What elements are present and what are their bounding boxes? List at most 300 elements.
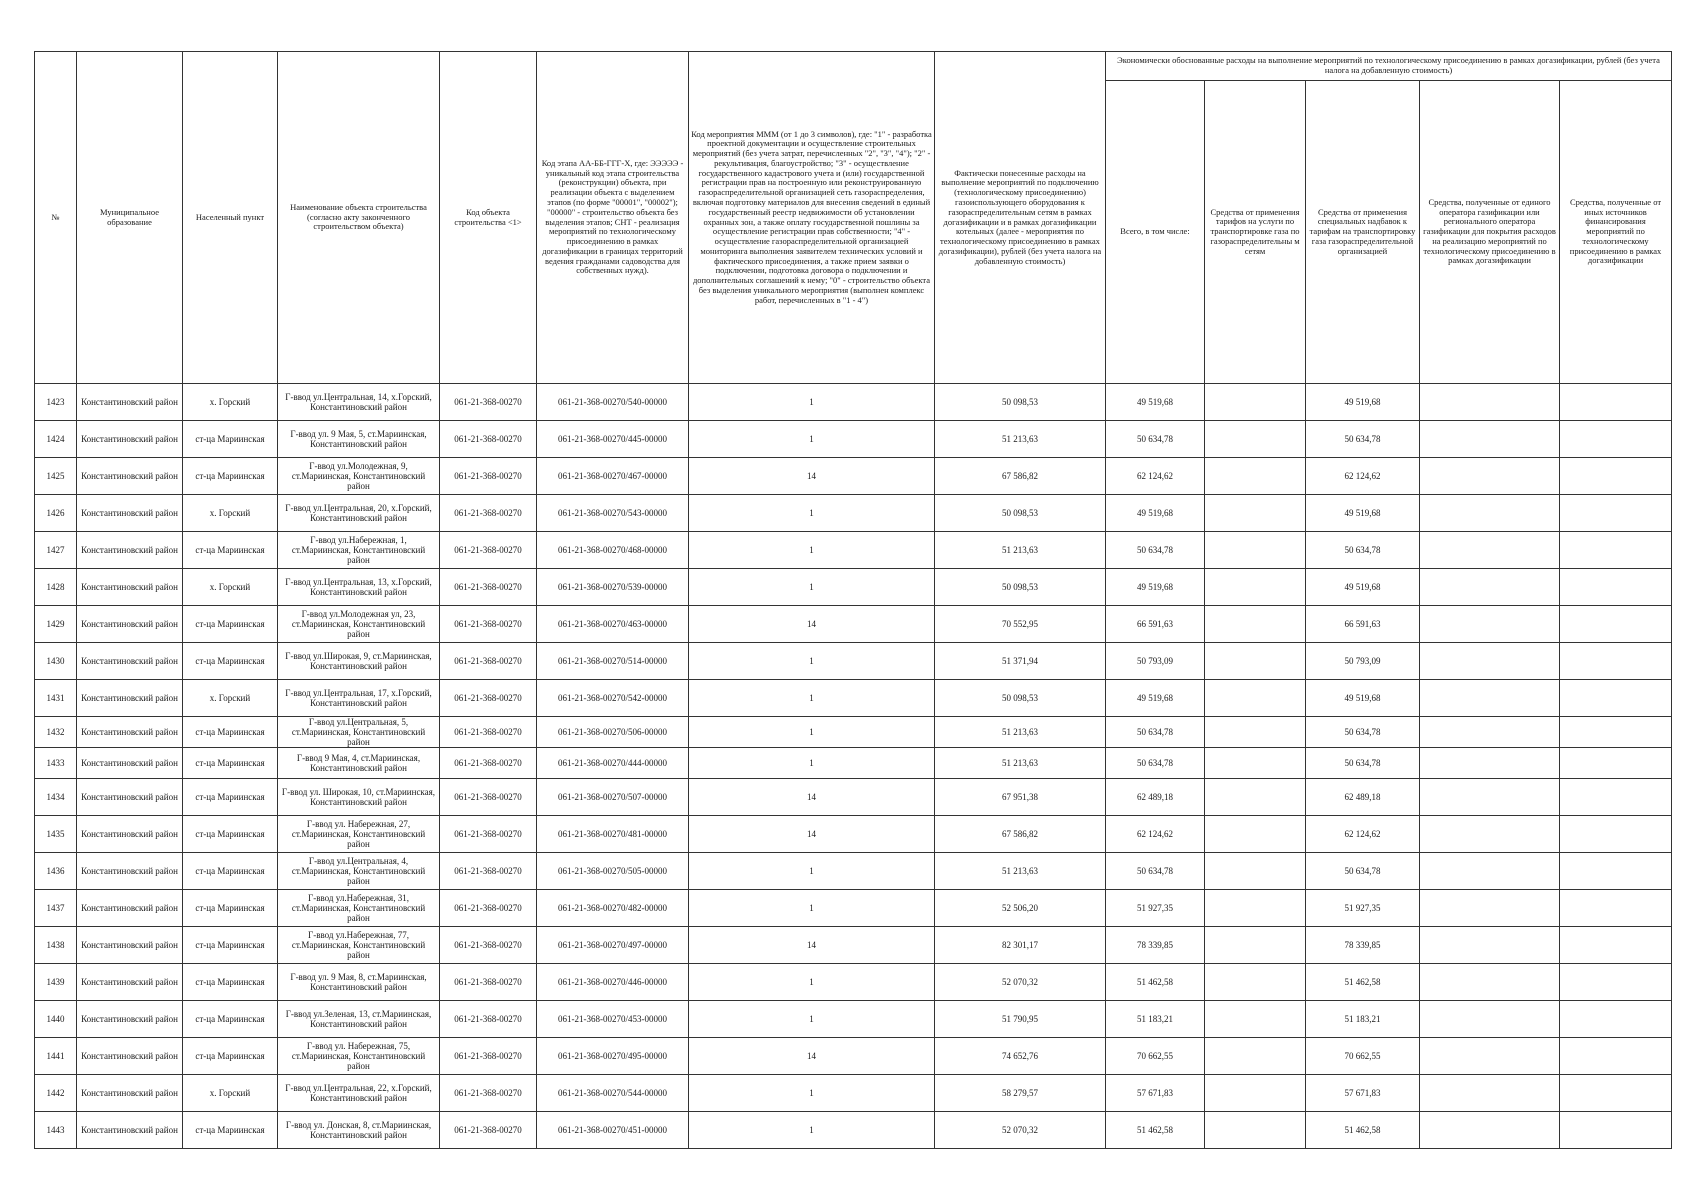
cell-stage-code: 061-21-368-00270/543-00000: [537, 495, 689, 532]
cell-stage-code: 061-21-368-00270/505-00000: [537, 853, 689, 890]
cell-object-name: Г-ввод ул.Набережная, 77, ст.Мариинская, Константиновский район: [278, 927, 440, 964]
cell-num: 1429: [35, 606, 77, 643]
cell-settlement: ст-ца Мариинская: [183, 532, 278, 569]
cell-event-code: 1: [689, 748, 935, 779]
cell-stage-code: 061-21-368-00270/514-00000: [537, 643, 689, 680]
header-economic-costs-group: Экономически обоснованные расходы на выполнение мероприятий по технологическому присоединению в рамках догазификации, рублей (без учета налога на добавленную стоимость): [1106, 52, 1672, 81]
cell-municipality: Константиновский район: [77, 569, 183, 606]
table-row: [35, 458, 1672, 495]
table-row: [35, 748, 1672, 779]
cell-total: 49 519,68: [1106, 680, 1205, 717]
table-header: [35, 52, 1672, 384]
cell-settlement: х. Горский: [183, 384, 278, 421]
cell-municipality: Константиновский район: [77, 779, 183, 816]
table-row: [35, 643, 1672, 680]
table-row: [35, 890, 1672, 927]
cell-other-sources: [1560, 384, 1672, 421]
cell-municipality: Константиновский район: [77, 853, 183, 890]
cell-total: 51 183,21: [1106, 1001, 1205, 1038]
cell-object-code: 061-21-368-00270: [440, 927, 537, 964]
cell-actual-costs: 70 552,95: [935, 606, 1106, 643]
table-row: [35, 680, 1672, 717]
cell-event-code: 14: [689, 779, 935, 816]
cell-settlement: х. Горский: [183, 495, 278, 532]
cell-tariff-transport: [1205, 717, 1306, 748]
cell-single-operator: [1420, 816, 1560, 853]
table-row: [35, 495, 1672, 532]
cell-special-markups: 49 519,68: [1306, 384, 1420, 421]
cell-settlement: ст-ца Мариинская: [183, 421, 278, 458]
cell-other-sources: [1560, 1075, 1672, 1112]
cell-object-name: Г-ввод ул.Центральная, 5, ст.Мариинская, Константиновский район: [278, 717, 440, 748]
cell-single-operator: [1420, 495, 1560, 532]
cell-municipality: Константиновский район: [77, 421, 183, 458]
cell-total: 70 662,55: [1106, 1038, 1205, 1075]
cell-stage-code: 061-21-368-00270/453-00000: [537, 1001, 689, 1038]
cell-special-markups: 51 462,58: [1306, 1112, 1420, 1149]
cell-num: 1438: [35, 927, 77, 964]
cell-total: 62 489,18: [1106, 779, 1205, 816]
table-row: [35, 421, 1672, 458]
cell-settlement: ст-ца Мариинская: [183, 748, 278, 779]
cell-event-code: 1: [689, 964, 935, 1001]
cell-special-markups: 50 634,78: [1306, 717, 1420, 748]
cell-object-name: Г-ввод ул.Молодежная, 9, ст.Мариинская, Константиновский район: [278, 458, 440, 495]
cell-total: 51 462,58: [1106, 964, 1205, 1001]
cell-total: 49 519,68: [1106, 569, 1205, 606]
cell-event-code: 1: [689, 421, 935, 458]
cell-total: 50 634,78: [1106, 748, 1205, 779]
cell-actual-costs: 51 213,63: [935, 748, 1106, 779]
cell-total: 51 927,35: [1106, 890, 1205, 927]
cell-municipality: Константиновский район: [77, 748, 183, 779]
cell-special-markups: 62 124,62: [1306, 458, 1420, 495]
table-row: [35, 532, 1672, 569]
table-row: [35, 853, 1672, 890]
header-other-sources: Средства, полученные от иных источников финансирования мероприятий по технологическому присоединению в рамках догазификации: [1560, 81, 1672, 384]
cell-total: 50 793,09: [1106, 643, 1205, 680]
cell-num: 1435: [35, 816, 77, 853]
cell-actual-costs: 52 070,32: [935, 964, 1106, 1001]
cell-tariff-transport: [1205, 1112, 1306, 1149]
cell-other-sources: [1560, 748, 1672, 779]
cell-object-name: Г-ввод ул.Набережная, 1, ст.Мариинская, Константиновский район: [278, 532, 440, 569]
cell-object-code: 061-21-368-00270: [440, 569, 537, 606]
cell-num: 1425: [35, 458, 77, 495]
cell-object-code: 061-21-368-00270: [440, 1112, 537, 1149]
cell-special-markups: 78 339,85: [1306, 927, 1420, 964]
cell-other-sources: [1560, 458, 1672, 495]
cell-other-sources: [1560, 606, 1672, 643]
header-special-markups: Средства от применения специальных надбавок к тарифам на транспортировку газа газораспределительной организацией: [1306, 81, 1420, 384]
cell-special-markups: 51 462,58: [1306, 964, 1420, 1001]
cell-total: 62 124,62: [1106, 816, 1205, 853]
cell-object-name: Г-ввод ул.Центральная, 13, х.Горский, Константиновский район: [278, 569, 440, 606]
cell-object-name: Г-ввод ул.Зеленая, 13, ст.Мариинская, Константиновский район: [278, 1001, 440, 1038]
cell-other-sources: [1560, 779, 1672, 816]
cell-tariff-transport: [1205, 495, 1306, 532]
cell-settlement: ст-ца Мариинская: [183, 458, 278, 495]
cell-other-sources: [1560, 643, 1672, 680]
cell-tariff-transport: [1205, 384, 1306, 421]
header-municipality: Муниципальное образование: [77, 52, 183, 384]
cell-event-code: 1: [689, 1075, 935, 1112]
cell-event-code: 1: [689, 853, 935, 890]
cell-special-markups: 50 634,78: [1306, 532, 1420, 569]
cell-special-markups: 49 519,68: [1306, 680, 1420, 717]
cell-object-code: 061-21-368-00270: [440, 853, 537, 890]
cell-tariff-transport: [1205, 569, 1306, 606]
cell-actual-costs: 51 213,63: [935, 717, 1106, 748]
cell-other-sources: [1560, 717, 1672, 748]
cell-stage-code: 061-21-368-00270/544-00000: [537, 1075, 689, 1112]
cell-event-code: 1: [689, 680, 935, 717]
cell-single-operator: [1420, 1112, 1560, 1149]
cell-municipality: Константиновский район: [77, 1112, 183, 1149]
cell-single-operator: [1420, 890, 1560, 927]
cell-tariff-transport: [1205, 606, 1306, 643]
cell-object-name: Г-ввод ул.Центральная, 17, х.Горский, Константиновский район: [278, 680, 440, 717]
cell-settlement: ст-ца Мариинская: [183, 717, 278, 748]
cell-event-code: 1: [689, 890, 935, 927]
cell-special-markups: 50 634,78: [1306, 421, 1420, 458]
header-tariff-transport: Средства от применения тарифов на услуги по транспортировке газа по газораспределительны м сетям: [1205, 81, 1306, 384]
table-row: [35, 1075, 1672, 1112]
cell-single-operator: [1420, 853, 1560, 890]
cell-num: 1427: [35, 532, 77, 569]
cell-municipality: Константиновский район: [77, 606, 183, 643]
cell-single-operator: [1420, 779, 1560, 816]
cell-object-name: Г-ввод ул.Центральная, 22, х.Горский, Константиновский район: [278, 1075, 440, 1112]
cell-actual-costs: 67 951,38: [935, 779, 1106, 816]
cell-other-sources: [1560, 927, 1672, 964]
cell-municipality: Константиновский район: [77, 1075, 183, 1112]
cell-event-code: 1: [689, 532, 935, 569]
cell-actual-costs: 52 506,20: [935, 890, 1106, 927]
cell-tariff-transport: [1205, 748, 1306, 779]
cell-num: 1424: [35, 421, 77, 458]
cell-object-code: 061-21-368-00270: [440, 680, 537, 717]
cell-stage-code: 061-21-368-00270/446-00000: [537, 964, 689, 1001]
cell-actual-costs: 50 098,53: [935, 384, 1106, 421]
cell-municipality: Константиновский район: [77, 927, 183, 964]
cell-object-code: 061-21-368-00270: [440, 421, 537, 458]
cell-other-sources: [1560, 890, 1672, 927]
cell-stage-code: 061-21-368-00270/506-00000: [537, 717, 689, 748]
cell-tariff-transport: [1205, 532, 1306, 569]
cell-special-markups: 70 662,55: [1306, 1038, 1420, 1075]
cell-object-code: 061-21-368-00270: [440, 495, 537, 532]
cell-total: 51 462,58: [1106, 1112, 1205, 1149]
table-row: [35, 779, 1672, 816]
cell-single-operator: [1420, 458, 1560, 495]
cell-municipality: Константиновский район: [77, 495, 183, 532]
cell-settlement: ст-ца Мариинская: [183, 927, 278, 964]
cell-actual-costs: 51 371,94: [935, 643, 1106, 680]
cell-object-code: 061-21-368-00270: [440, 816, 537, 853]
cell-settlement: ст-ца Мариинская: [183, 643, 278, 680]
cell-object-code: 061-21-368-00270: [440, 1038, 537, 1075]
cell-special-markups: 62 489,18: [1306, 779, 1420, 816]
cell-num: 1426: [35, 495, 77, 532]
cell-object-name: Г-ввод ул.Молодежная ул, 23, ст.Мариинская, Константиновский район: [278, 606, 440, 643]
cell-tariff-transport: [1205, 643, 1306, 680]
cell-stage-code: 061-21-368-00270/444-00000: [537, 748, 689, 779]
cell-special-markups: 49 519,68: [1306, 569, 1420, 606]
cell-object-name: Г-ввод ул. Донская, 8, ст.Мариинская, Константиновский район: [278, 1112, 440, 1149]
cell-special-markups: 49 519,68: [1306, 495, 1420, 532]
cell-municipality: Константиновский район: [77, 643, 183, 680]
cell-tariff-transport: [1205, 1038, 1306, 1075]
cell-object-code: 061-21-368-00270: [440, 1001, 537, 1038]
cell-single-operator: [1420, 1075, 1560, 1112]
cell-object-code: 061-21-368-00270: [440, 606, 537, 643]
cell-settlement: ст-ца Мариинская: [183, 890, 278, 927]
cell-total: 49 519,68: [1106, 384, 1205, 421]
cell-num: 1441: [35, 1038, 77, 1075]
table-row: [35, 964, 1672, 1001]
cell-event-code: 1: [689, 384, 935, 421]
cell-object-code: 061-21-368-00270: [440, 1075, 537, 1112]
cell-stage-code: 061-21-368-00270/542-00000: [537, 680, 689, 717]
cell-event-code: 1: [689, 643, 935, 680]
cell-object-name: Г-ввод ул. Набережная, 75, ст.Мариинская, Константиновский район: [278, 1038, 440, 1075]
cell-tariff-transport: [1205, 1075, 1306, 1112]
cell-num: 1442: [35, 1075, 77, 1112]
cell-actual-costs: 50 098,53: [935, 569, 1106, 606]
cell-total: 66 591,63: [1106, 606, 1205, 643]
cell-stage-code: 061-21-368-00270/445-00000: [537, 421, 689, 458]
data-table: [34, 51, 1672, 1149]
cell-stage-code: 061-21-368-00270/481-00000: [537, 816, 689, 853]
cell-object-code: 061-21-368-00270: [440, 779, 537, 816]
table-row: [35, 927, 1672, 964]
cell-object-code: 061-21-368-00270: [440, 717, 537, 748]
cell-object-name: Г-ввод ул.Широкая, 9, ст.Мариинская, Константиновский район: [278, 643, 440, 680]
cell-tariff-transport: [1205, 964, 1306, 1001]
cell-settlement: ст-ца Мариинская: [183, 816, 278, 853]
cell-event-code: 14: [689, 606, 935, 643]
cell-object-code: 061-21-368-00270: [440, 890, 537, 927]
cell-object-name: Г-ввод ул. Широкая, 10, ст.Мариинская, Константиновский район: [278, 779, 440, 816]
cell-event-code: 14: [689, 927, 935, 964]
cell-object-code: 061-21-368-00270: [440, 532, 537, 569]
cell-municipality: Константиновский район: [77, 890, 183, 927]
cell-actual-costs: 74 652,76: [935, 1038, 1106, 1075]
cell-object-code: 061-21-368-00270: [440, 748, 537, 779]
cell-special-markups: 66 591,63: [1306, 606, 1420, 643]
cell-single-operator: [1420, 569, 1560, 606]
cell-single-operator: [1420, 964, 1560, 1001]
cell-object-name: Г-ввод ул. Набережная, 27, ст.Мариинская, Константиновский район: [278, 816, 440, 853]
table-row: [35, 606, 1672, 643]
cell-total: 50 634,78: [1106, 853, 1205, 890]
header-object-code: Код объекта строительства <1>: [440, 52, 537, 384]
cell-stage-code: 061-21-368-00270/467-00000: [537, 458, 689, 495]
cell-stage-code: 061-21-368-00270/539-00000: [537, 569, 689, 606]
cell-other-sources: [1560, 532, 1672, 569]
cell-actual-costs: 51 213,63: [935, 853, 1106, 890]
header-total: Всего, в том числе:: [1106, 81, 1205, 384]
cell-other-sources: [1560, 816, 1672, 853]
cell-stage-code: 061-21-368-00270/507-00000: [537, 779, 689, 816]
cell-actual-costs: 58 279,57: [935, 1075, 1106, 1112]
cell-municipality: Константиновский район: [77, 1001, 183, 1038]
cell-event-code: 1: [689, 495, 935, 532]
cell-object-name: Г-ввод ул.Центральная, 4, ст.Мариинская, Константиновский район: [278, 853, 440, 890]
cell-num: 1439: [35, 964, 77, 1001]
cell-single-operator: [1420, 680, 1560, 717]
cell-actual-costs: 51 213,63: [935, 421, 1106, 458]
cell-municipality: Константиновский район: [77, 717, 183, 748]
cell-other-sources: [1560, 964, 1672, 1001]
cell-settlement: ст-ца Мариинская: [183, 1112, 278, 1149]
cell-stage-code: 061-21-368-00270/451-00000: [537, 1112, 689, 1149]
cell-stage-code: 061-21-368-00270/468-00000: [537, 532, 689, 569]
cell-municipality: Константиновский район: [77, 532, 183, 569]
cell-event-code: 14: [689, 458, 935, 495]
cell-special-markups: 57 671,83: [1306, 1075, 1420, 1112]
header-num: №: [35, 52, 77, 384]
table-row: [35, 1001, 1672, 1038]
cell-other-sources: [1560, 680, 1672, 717]
header-single-operator: Средства, полученные от единого оператора газификации или регионального оператора газификации для покрытия расходов на реализацию мероприятий по технологическому присоединению в рамках догазификации: [1420, 81, 1560, 384]
cell-single-operator: [1420, 384, 1560, 421]
cell-settlement: х. Горский: [183, 569, 278, 606]
cell-total: 50 634,78: [1106, 717, 1205, 748]
cell-object-code: 061-21-368-00270: [440, 458, 537, 495]
cell-other-sources: [1560, 1112, 1672, 1149]
cell-municipality: Константиновский район: [77, 964, 183, 1001]
cell-settlement: ст-ца Мариинская: [183, 779, 278, 816]
cell-single-operator: [1420, 927, 1560, 964]
table-row: [35, 1038, 1672, 1075]
cell-special-markups: 51 927,35: [1306, 890, 1420, 927]
cell-num: 1433: [35, 748, 77, 779]
cell-single-operator: [1420, 606, 1560, 643]
cell-num: 1437: [35, 890, 77, 927]
cell-event-code: 14: [689, 816, 935, 853]
cell-num: 1432: [35, 717, 77, 748]
cell-tariff-transport: [1205, 680, 1306, 717]
cell-single-operator: [1420, 717, 1560, 748]
cell-total: 78 339,85: [1106, 927, 1205, 964]
cell-special-markups: 62 124,62: [1306, 816, 1420, 853]
cell-special-markups: 50 793,09: [1306, 643, 1420, 680]
cell-object-code: 061-21-368-00270: [440, 964, 537, 1001]
cell-event-code: 1: [689, 569, 935, 606]
table-row: [35, 717, 1672, 748]
cell-settlement: ст-ца Мариинская: [183, 853, 278, 890]
cell-stage-code: 061-21-368-00270/463-00000: [537, 606, 689, 643]
cell-total: 50 634,78: [1106, 532, 1205, 569]
cell-stage-code: 061-21-368-00270/540-00000: [537, 384, 689, 421]
cell-event-code: 1: [689, 1112, 935, 1149]
cell-object-name: Г-ввод 9 Мая, 4, ст.Мариинская, Константиновский район: [278, 748, 440, 779]
cell-object-name: Г-ввод ул.Центральная, 20, х.Горский, Константиновский район: [278, 495, 440, 532]
cell-settlement: ст-ца Мариинская: [183, 606, 278, 643]
cell-single-operator: [1420, 532, 1560, 569]
cell-tariff-transport: [1205, 927, 1306, 964]
header-settlement: Населенный пункт: [183, 52, 278, 384]
cell-single-operator: [1420, 1038, 1560, 1075]
cell-tariff-transport: [1205, 458, 1306, 495]
cell-tariff-transport: [1205, 853, 1306, 890]
table-row: [35, 569, 1672, 606]
cell-actual-costs: 82 301,17: [935, 927, 1106, 964]
table-row: [35, 1112, 1672, 1149]
cell-total: 50 634,78: [1106, 421, 1205, 458]
cell-actual-costs: 50 098,53: [935, 495, 1106, 532]
cell-single-operator: [1420, 1001, 1560, 1038]
cell-municipality: Константиновский район: [77, 1038, 183, 1075]
cell-num: 1436: [35, 853, 77, 890]
header-stage-code: Код этапа АА-ББ-ГГГ-Х, где: ЭЭЭЭЭ - уникальный код этапа строительства (реконструкции) объекта, при реализации объекта с выделением этапов (по форме "00001", "00002"); "00000" - строительство объекта без выделения этапов; СНТ - реализация мероприятий по технологическому присоединению в рамках догазификации в границах территорий ведения гражданами садоводства для собственных нужд).: [537, 52, 689, 384]
cell-object-name: Г-ввод ул.Набережная, 31, ст.Мариинская, Константиновский район: [278, 890, 440, 927]
cell-stage-code: 061-21-368-00270/497-00000: [537, 927, 689, 964]
cell-settlement: ст-ца Мариинская: [183, 964, 278, 1001]
cell-settlement: х. Горский: [183, 680, 278, 717]
cell-other-sources: [1560, 495, 1672, 532]
cell-special-markups: 51 183,21: [1306, 1001, 1420, 1038]
cell-municipality: Константиновский район: [77, 458, 183, 495]
cell-num: 1430: [35, 643, 77, 680]
cell-municipality: Константиновский район: [77, 680, 183, 717]
cell-single-operator: [1420, 748, 1560, 779]
cell-tariff-transport: [1205, 890, 1306, 927]
cell-event-code: 1: [689, 1001, 935, 1038]
header-event-code: Код мероприятия МММ (от 1 до 3 символов), где: "1" - разработка проектной документации и осуществление строительных мероприятий (без учета затрат, перечисленных "2", "3", "4"); "2" - рекультивация, благоустройство; "3" - осуществление государственного кадастрового учета и (или) государственной регистрации прав на построенную или реконструированную газораспределительной организацией сеть газораспределения, включая подготовку материалов для внесения сведений в единый государственный реестр недвижимости об установлении охранных зон, а также оплату государственной пошлины за осуществление регистрации прав собственности; "4" - осуществление газораспределительной организацией мониторинга выполнения заявителем технических условий и фактического присоединения, а также прием заявки о подключении, подготовка договора о подключении и дополнительных соглашений к нему; "0" - строительство объекта без выделения уникального мероприятия (выполнен комплекс работ, перечисленных в "1 - 4"): [689, 52, 935, 384]
cell-tariff-transport: [1205, 1001, 1306, 1038]
cell-num: 1428: [35, 569, 77, 606]
cell-other-sources: [1560, 1001, 1672, 1038]
cell-actual-costs: 50 098,53: [935, 680, 1106, 717]
cell-other-sources: [1560, 569, 1672, 606]
cell-single-operator: [1420, 643, 1560, 680]
table-row: [35, 816, 1672, 853]
cell-object-code: 061-21-368-00270: [440, 384, 537, 421]
table-body: [35, 384, 1672, 1149]
cell-object-name: Г-ввод ул. 9 Мая, 8, ст.Мариинская, Константиновский район: [278, 964, 440, 1001]
cell-settlement: х. Горский: [183, 1075, 278, 1112]
cell-num: 1434: [35, 779, 77, 816]
cell-tariff-transport: [1205, 779, 1306, 816]
cell-municipality: Константиновский район: [77, 816, 183, 853]
cell-municipality: Константиновский район: [77, 384, 183, 421]
table-row: [35, 384, 1672, 421]
cell-special-markups: 50 634,78: [1306, 853, 1420, 890]
cell-event-code: 1: [689, 717, 935, 748]
cell-num: 1440: [35, 1001, 77, 1038]
cell-special-markups: 50 634,78: [1306, 748, 1420, 779]
cell-settlement: ст-ца Мариинская: [183, 1001, 278, 1038]
cell-num: 1443: [35, 1112, 77, 1149]
cell-object-code: 061-21-368-00270: [440, 643, 537, 680]
cell-total: 57 671,83: [1106, 1075, 1205, 1112]
cell-other-sources: [1560, 1038, 1672, 1075]
cell-settlement: ст-ца Мариинская: [183, 1038, 278, 1075]
cell-actual-costs: 51 790,95: [935, 1001, 1106, 1038]
cell-other-sources: [1560, 853, 1672, 890]
header-object-name: Наименование объекта строительства (согласно акту законченного строительством объекта): [278, 52, 440, 384]
cell-object-name: Г-ввод ул. 9 Мая, 5, ст.Мариинская, Константиновский район: [278, 421, 440, 458]
cell-object-name: Г-ввод ул.Центральная, 14, х.Горский, Константиновский район: [278, 384, 440, 421]
cell-stage-code: 061-21-368-00270/495-00000: [537, 1038, 689, 1075]
cell-actual-costs: 67 586,82: [935, 816, 1106, 853]
cell-other-sources: [1560, 421, 1672, 458]
cell-actual-costs: 52 070,32: [935, 1112, 1106, 1149]
cell-num: 1423: [35, 384, 77, 421]
